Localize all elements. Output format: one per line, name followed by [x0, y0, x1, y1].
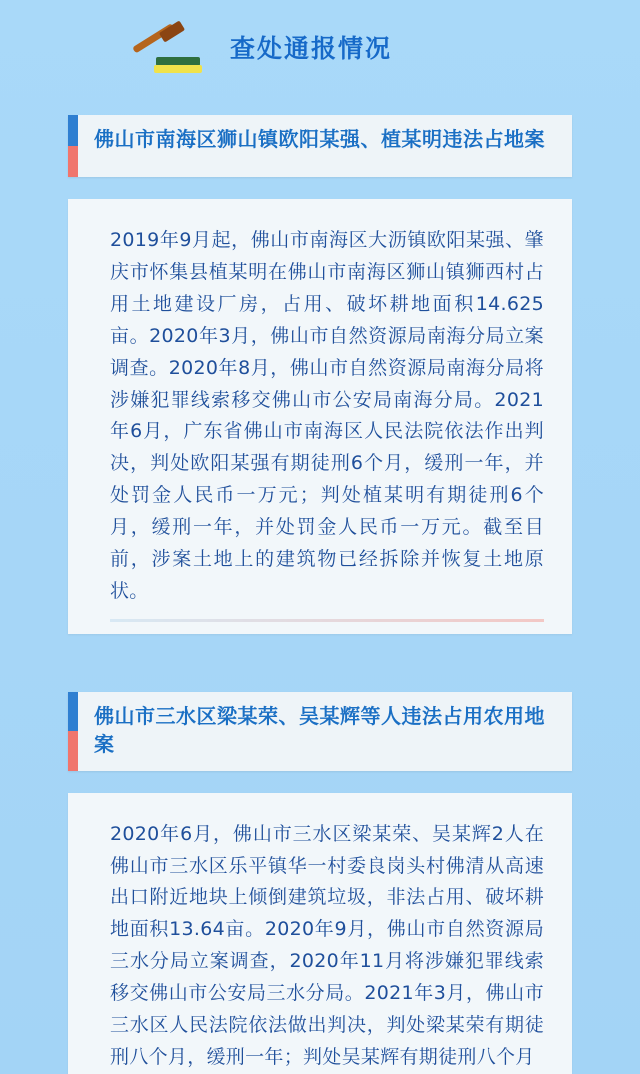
gavel-icon	[130, 21, 208, 75]
page-header	[0, 0, 640, 70]
case-body-2	[68, 793, 572, 1074]
case-title-bar-2	[68, 692, 572, 771]
case-title-1: 佛山市南海区狮山镇欧阳某强、植某明违法占地案	[94, 127, 545, 151]
case-paragraph-1: 2019年9月起，佛山市南海区大沥镇欧阳某强、肇庆市怀集县植某明在佛山市南海区狮山镇狮西村占用土地建设厂房，占用、破坏耕地面积14.625亩。2020年3月，佛山市自然资源局南海分局立案调查。2020年8月，佛山市自然资源局南海分局将涉嫌犯罪线索移交佛山市公安局南海分局。2021年6月，广东省佛山市南海区人民法院依法作出判决，判处欧阳某强有期徒刑6个月，缓刑一年，并处罚金人民币一万元；判处植某明有期徒刑6个月，缓刑一年，并处罚金人民币一万元。截至目前，涉案土地上的建筑物已经拆除并恢复土地原状。	[110, 229, 544, 602]
body-footer-accent-1	[110, 619, 544, 622]
case-card-1	[68, 115, 572, 634]
case-title-2: 佛山市三水区梁某荣、吴某辉等人违法占用农用地案	[94, 703, 545, 757]
title-accent-bar-2	[68, 692, 78, 771]
case-paragraph-2: 2020年6月，佛山市三水区梁某荣、吴某辉2人在佛山市三水区乐平镇华⼀村委良岗头村佛清从高速出口附近地块上倾倒建筑垃圾，非法占用、破坏耕地面积13.64亩。2020年9月，佛山市自然资源局三水分局立案调查，2020年11月将涉嫌犯罪线索移交佛山市公安局三水分局。2021年3月，佛山市三水区人民法院依法做出判决，判处梁某荣有期徒刑八个月，缓刑一年；判处吴某辉有期徒刑八个月	[110, 822, 544, 1068]
page-title: 查处通报情况	[230, 33, 393, 63]
title-accent-bar-1	[68, 115, 78, 177]
case-body-1	[68, 199, 572, 634]
case-title-bar-1	[68, 115, 572, 177]
case-card-2	[68, 692, 572, 1074]
